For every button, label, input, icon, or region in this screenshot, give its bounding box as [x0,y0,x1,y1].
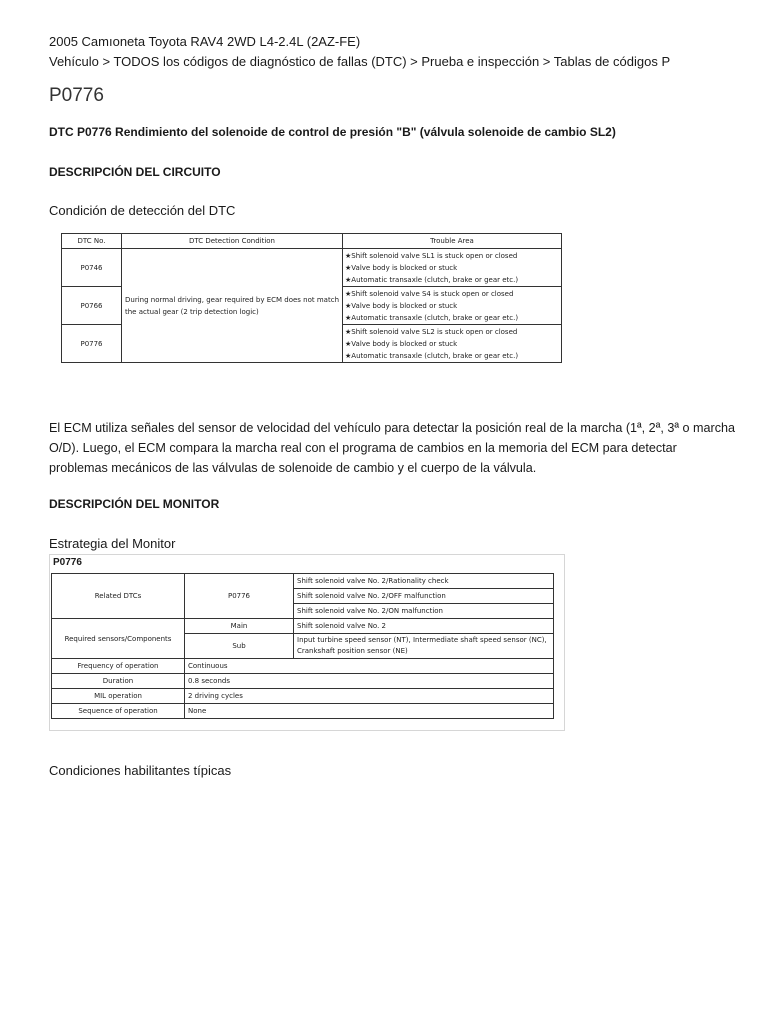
related-dtc-item: Shift solenoid valve No. 2/OFF malfunction [294,589,554,604]
star-icon: ★ [345,313,352,322]
table-row [52,659,554,674]
main-label: Main [185,619,294,634]
dtc-detection-table [61,233,562,363]
column-header: DTC No. [62,234,122,249]
related-dtc-code: P0776 [185,574,294,619]
table-row [52,689,554,704]
column-header: Trouble Area [343,234,562,249]
dtc-code-cell: P0766 [62,287,122,325]
trouble-area-item: ★Shift solenoid valve SL2 is stuck open or closed [345,327,518,336]
row-value: Continuous [185,659,554,674]
row-value: 2 driving cycles [185,689,554,704]
star-icon: ★ [345,327,352,336]
monitor-box-label: P0776 [53,557,82,568]
row-value: 0.8 seconds [185,674,554,689]
table-row [52,704,554,719]
star-icon: ★ [345,351,352,360]
related-dtc-item: Shift solenoid valve No. 2/ON malfunction [294,604,554,619]
row-label: Duration [52,674,185,689]
table-row [52,674,554,689]
trouble-area-item: ★Shift solenoid valve SL1 is stuck open or closed [345,251,518,260]
trouble-area-item: ★Valve body is blocked or stuck [345,263,458,272]
trouble-area-cell [343,287,562,325]
enabling-conditions-subheading: Condiciones habilitantes típicas [49,763,232,778]
breadcrumb: Vehículo > TODOS los códigos de diagnóstico de fallas (DTC) > Prueba e inspección > Tablas de códigos P [49,54,671,69]
table-header-row [62,234,562,249]
star-icon: ★ [345,339,352,348]
trouble-area-item: ★Shift solenoid valve S4 is stuck open or closed [345,289,514,298]
trouble-area-item: ★Valve body is blocked or stuck [345,301,458,310]
vehicle-title: 2005 Camıoneta Toyota RAV4 2WD L4-2.4L (2AZ-FE) [49,34,361,49]
related-dtcs-label: Related DTCs [52,574,185,619]
row-label: Sequence of operation [52,704,185,719]
circuit-description-heading: DESCRIPCIÓN DEL CIRCUITO [49,165,221,179]
monitor-strategy-table [51,573,554,719]
star-icon: ★ [345,251,352,260]
row-label: Frequency of operation [52,659,185,674]
trouble-area-cell [343,325,562,363]
detection-condition-cell: During normal driving, gear required by ECM does not match the actual gear (2 trip detection logic) [122,249,343,363]
main-value: Shift solenoid valve No. 2 [294,619,554,634]
sub-value-line: Input turbine speed sensor (NT), Intermediate shaft speed sensor (NC), [297,636,547,644]
sub-value [294,634,554,659]
star-icon: ★ [345,289,352,298]
page-title: P0776 [49,85,104,106]
dtc-heading: DTC P0776 Rendimiento del solenoide de control de presión "B" (válvula solenoide de cambio SL2) [49,125,616,139]
dtc-code-cell: P0776 [62,325,122,363]
sub-label: Sub [185,634,294,659]
related-dtc-item: Shift solenoid valve No. 2/Rationality check [294,574,554,589]
monitor-strategy-subheading: Estrategia del Monitor [49,536,176,551]
star-icon: ★ [345,275,352,284]
required-sensors-label: Required sensors/Components [52,619,185,659]
trouble-area-item: ★Automatic transaxle (clutch, brake or gear etc.) [345,351,519,360]
dtc-code-cell: P0746 [62,249,122,287]
table-row [62,249,562,287]
monitor-strategy-box [49,554,565,731]
trouble-area-item: ★Automatic transaxle (clutch, brake or gear etc.) [345,275,519,284]
table-row [52,574,554,589]
row-label: MIL operation [52,689,185,704]
trouble-area-item: ★Automatic transaxle (clutch, brake or gear etc.) [345,313,519,322]
trouble-area-cell [343,249,562,287]
star-icon: ★ [345,263,352,272]
detection-condition-subheading: Condición de detección del DTC [49,203,236,218]
sub-value-line: Crankshaft position sensor (NE) [297,647,408,655]
monitor-description-heading: DESCRIPCIÓN DEL MONITOR [49,497,220,511]
trouble-area-item: ★Valve body is blocked or stuck [345,339,458,348]
row-value: None [185,704,554,719]
table-row [52,619,554,634]
ecm-description-paragraph: El ECM utiliza señales del sensor de velocidad del vehículo para detectar la posición real de la marcha (1ª, 2ª, 3ª o marcha O/D). Luego, el ECM compara la marcha real con el programa de cambios en la memoria del ECM para detectar problemas mecánicos de las válvulas de solenoide de cambio y el cuerpo de la válvula. [49,421,736,475]
column-header: DTC Detection Condition [122,234,343,249]
star-icon: ★ [345,301,352,310]
